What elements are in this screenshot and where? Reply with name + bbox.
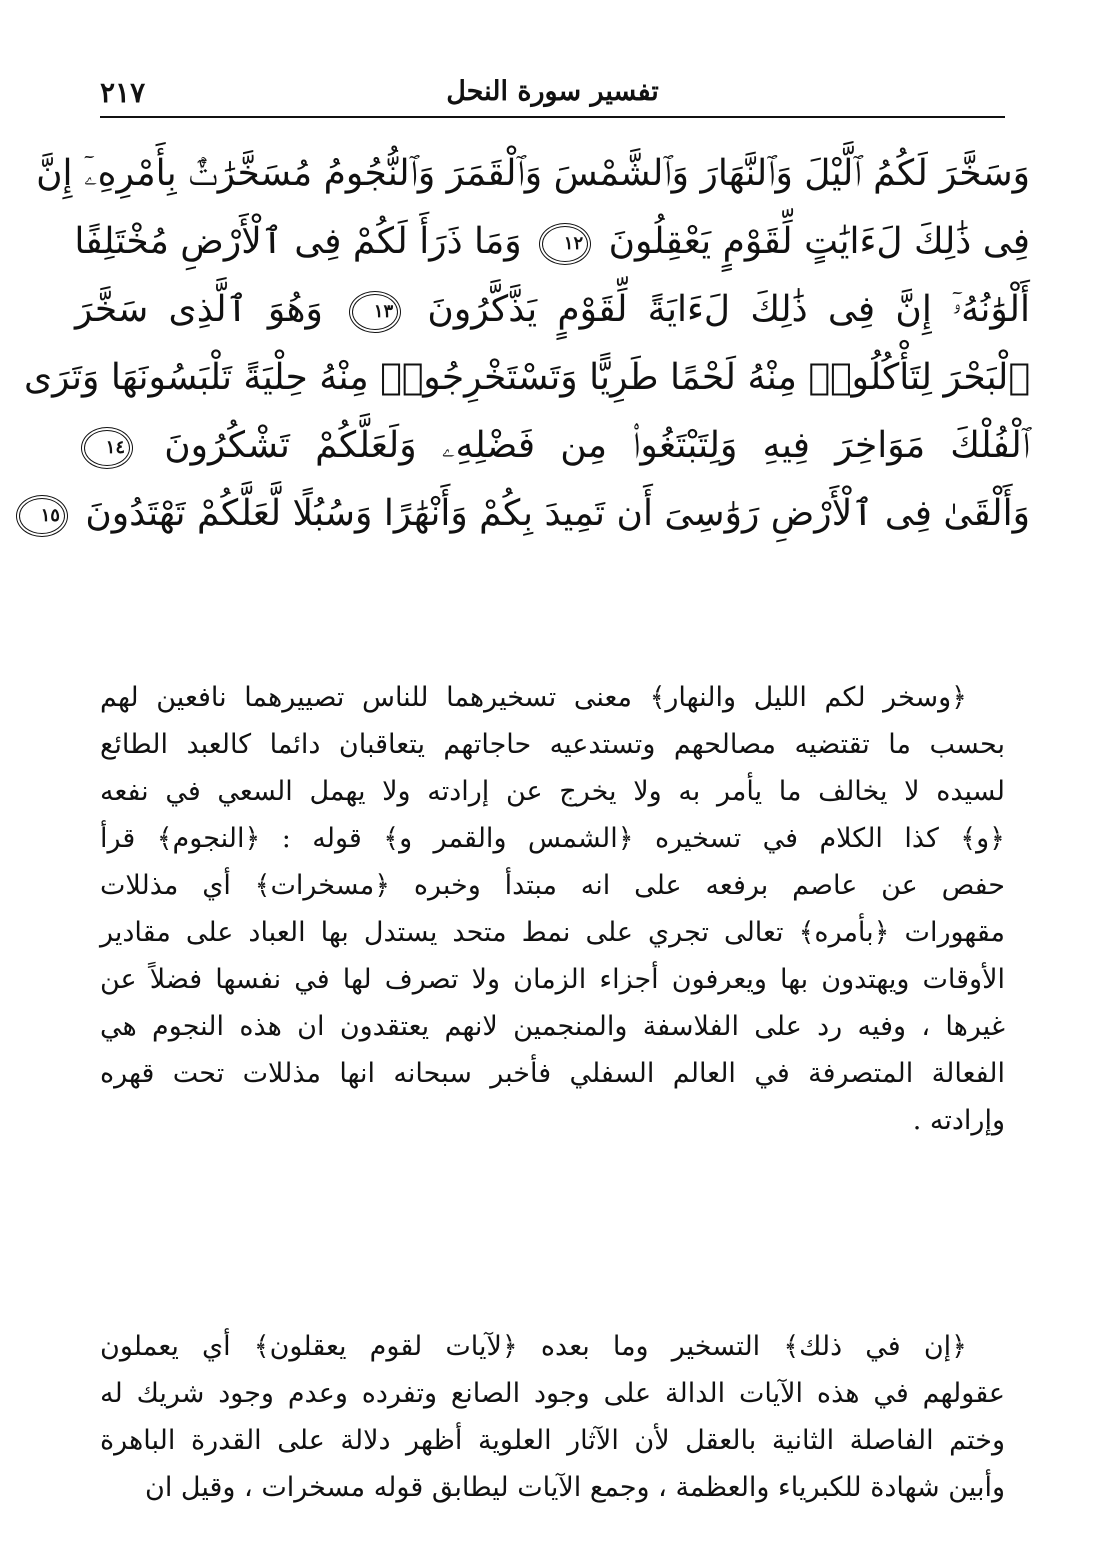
ayah-number-marker: ١٢ (539, 223, 591, 265)
verse-line (75, 276, 1030, 344)
verse-text: وَسَخَّرَ لَكُمُ ٱلَّيْلَ وَٱلنَّهَارَ وَٱلشَّمْسَ وَٱلْقَمَرَ وَٱلنُّجُومُ مُسَخَّرَٰتٌۢ بِأَمْرِهِۦٓ إِنَّ (36, 153, 1030, 194)
commentary-line: الأوقات ويهتدون بها ويعرفون أجزاء الزمان ولا تصرف لها في نفسها فضلاً عن (100, 964, 1005, 995)
commentary-paragraph (100, 1323, 1005, 1511)
commentary-line: مقهورات ﴿بأمره﴾ تعالى تجري على نمط متحد يستدل بها العباد على مقادير (100, 917, 1005, 948)
verse-text: ٱلْبَحْرَ لِتَأْكُلُوا۟ مِنْهُ لَحْمًا طَرِيًّا وَتَسْتَخْرِجُوا۟ مِنْهُ حِلْيَةً تَلْبَسُونَهَا وَتَرَى (24, 357, 1030, 398)
page-title: تفسير سورة النحل (446, 76, 659, 107)
ayah-number-marker: ١٥ (16, 495, 68, 537)
commentary-line: وختم الفاصلة الثانية بالعقل لأن الآثار العلوية أظهر دلالة على القدرة الباهرة (100, 1425, 1005, 1456)
commentary-line: ﴿وسخر لكم الليل والنهار﴾ معنى تسخيرهما للناس تصييرهما نافعين لهم (100, 682, 967, 713)
commentary-line: وأبين شهادة للكبرياء والعظمة ، وجمع الآيات ليطابق قوله مسخرات ، وقيل ان (145, 1472, 1005, 1503)
verse-text: وَهُوَ ٱلَّذِى سَخَّرَ (75, 289, 323, 330)
verse-line (36, 140, 1030, 208)
commentary-line: حفص عن عاصم برفعه على انه مبتدأ وخبره ﴿مسخرات﴾ أي مذللات (100, 870, 1005, 901)
commentary-line: لسيده لا يخالف ما يأمر به ولا يخرج عن إرادته ولا يهمل السعي في نفعه (100, 776, 1005, 807)
commentary-line: غيرها ، وفيه رد على الفلاسفة والمنجمين لانهم يعتقدون ان هذه النجوم هي (100, 1011, 1005, 1042)
verse-text: وَأَلْقَىٰ فِى ٱلْأَرْضِ رَوَٰسِىَ أَن تَمِيدَ بِكُمْ وَأَنْهَٰرًا وَسُبُلًا لَّعَلَّكُمْ تَهْتَدُونَ (85, 493, 1030, 534)
verse-text: فِى ذَٰلِكَ لَءَايَٰتٍ لِّقَوْمٍ يَعْقِلُونَ (608, 221, 1030, 262)
verse-line (24, 344, 1030, 412)
verse-text: وَمَا ذَرَأَ لَكُمْ فِى ٱلْأَرْضِ مُخْتَلِفًا (74, 221, 522, 262)
verse-line (75, 412, 1030, 480)
commentary-line: ﴿إن في ذلك﴾ التسخير وما بعده ﴿لآيات لقوم يعقلون﴾ أي يعملون (100, 1331, 967, 1362)
page-header (100, 72, 1005, 118)
verse-line (75, 208, 1030, 276)
commentary-line: ﴿و﴾ كذا الكلام في تسخيره ﴿الشمس والقمر و﴾ قوله : ﴿النجوم﴾ قرأ (100, 823, 1005, 854)
ayah-number-marker: ١٤ (81, 427, 133, 469)
commentary-line: بحسب ما تقتضيه مصالحهم وتستدعيه حاجاتهم يتعاقبان دائما كالعبد الطائع (100, 729, 1005, 760)
commentary-paragraph (100, 674, 1005, 1144)
verse-line (40, 480, 1030, 548)
quran-verses (24, 140, 1030, 548)
commentary-line: وإرادته . (912, 1105, 1005, 1136)
commentary-line: عقولهم في هذه الآيات الدالة على وجود الصانع وتفرده وعدم وجود شريك له (100, 1378, 1005, 1409)
ayah-number-marker: ١٣ (349, 291, 401, 333)
verse-text: ٱلْفُلْكَ مَوَاخِرَ فِيهِ وَلِتَبْتَغُوا۟ مِن فَضْلِهِۦ وَلَعَلَّكُمْ تَشْكُرُونَ (164, 425, 1030, 466)
page-number: ٢١٧ (100, 76, 146, 109)
verse-text: أَلْوَٰنُهُۥٓ إِنَّ فِى ذَٰلِكَ لَءَايَةً لِّقَوْمٍ يَذَّكَّرُونَ (427, 289, 1030, 330)
commentary-line: الفعالة المتصرفة في العالم السفلي فأخبر سبحانه انها مذللات تحت قهره (100, 1058, 1005, 1089)
